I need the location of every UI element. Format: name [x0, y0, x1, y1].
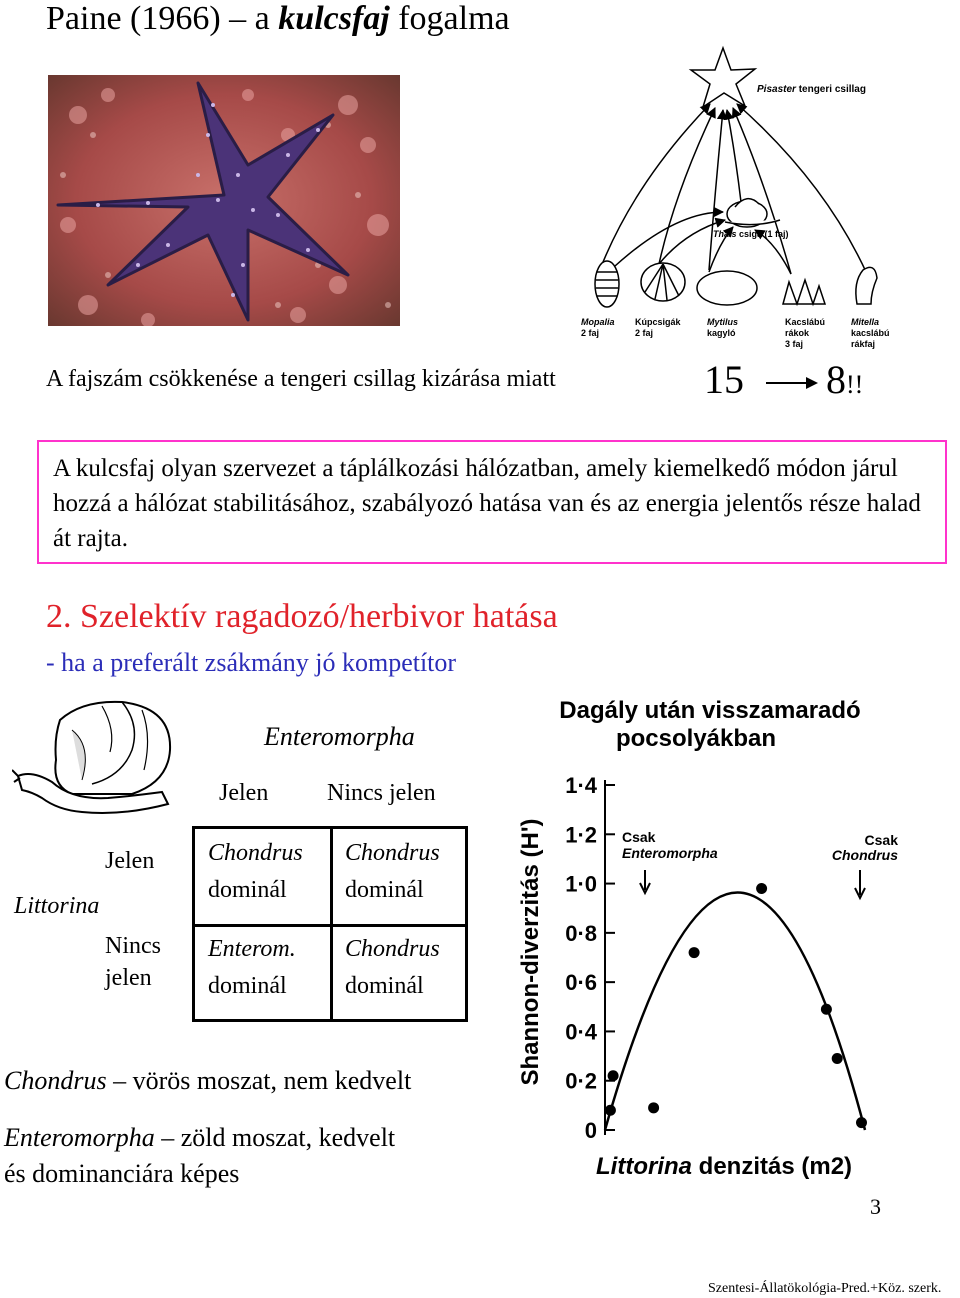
matrix-cell-verb: dominál [345, 973, 424, 999]
thais-label: Thais [713, 229, 737, 239]
mytilus-icon [697, 271, 757, 305]
entero-note-genus: Enteromorpha [4, 1123, 155, 1152]
matrix-col-present: Jelen [219, 780, 269, 806]
chondrus-note [4, 1066, 411, 1096]
starfish-photo [48, 75, 400, 326]
svg-text:Mopalia [581, 317, 615, 327]
right-arrow-icon [764, 372, 820, 394]
chart-y-tick-label: 0 [584, 1118, 597, 1143]
prey-sub-mopalia: 2 faj [581, 328, 600, 338]
littorina-snail-icon [12, 690, 178, 826]
chart-y-tick-label: 1·2 [565, 822, 597, 848]
annotation-chondrus-line1: Csak [864, 832, 898, 848]
chart-data-point [608, 1070, 619, 1081]
matrix-cell [345, 931, 440, 1005]
svg-text:Pisaster tengeri csillag [757, 84, 866, 95]
food-web-arrows [601, 104, 867, 274]
barnacles-icon [783, 280, 825, 304]
prey-sub-mytilus: kagyló [707, 328, 736, 338]
prey-label-mytilus: Mytilus [707, 317, 739, 327]
pisaster-starfish-icon [691, 48, 755, 107]
thais-common-label: csiga (1 faj) [739, 229, 789, 239]
annotation-arrow-right-icon [855, 870, 865, 898]
food-web-diagram [575, 42, 905, 354]
chart-x-label-species: Littorina [596, 1153, 692, 1180]
entero-note-text-2: és dominanciára képes [4, 1159, 240, 1188]
pisaster-label: Pisaster [757, 84, 796, 95]
chart-data-point [605, 1105, 616, 1116]
matrix-cell [345, 835, 440, 909]
prey-label-kacslabu: Kacslábú [785, 317, 826, 327]
mitella-icon [856, 267, 877, 304]
chart-title-line1: Dagály után visszamaradó [559, 697, 861, 724]
chart-y-tick-label: 0·6 [565, 970, 597, 996]
chart-data-point [689, 947, 700, 958]
matrix-row-title: Littorina [14, 893, 100, 919]
page-title [46, 0, 510, 38]
chart-x-label-rest: denzitás (m2) [692, 1153, 853, 1180]
matrix-row-absent-line2: jelen [105, 965, 152, 991]
chart-points [605, 883, 867, 1128]
dominance-matrix [192, 826, 468, 1022]
prey-sub2-kacslabu: 3 faj [785, 339, 804, 349]
chart-y-axis-label: Shannon-diverzitás (H') [517, 818, 544, 1086]
prey-sub-kacslabu: rákok [785, 328, 810, 338]
page-number: 3 [870, 1194, 881, 1219]
prey-label-kupcsigak: Kúpcsigák [635, 317, 681, 327]
matrix-cell [208, 931, 296, 1005]
species-count-after [826, 356, 863, 403]
chondrus-note-genus: Chondrus [4, 1066, 107, 1095]
matrix-col-absent: Nincs jelen [327, 780, 436, 806]
enteromorpha-note [4, 1120, 395, 1192]
chart-data-point [648, 1102, 659, 1113]
title-suffix: fogalma [389, 0, 510, 37]
matrix-cell-verb: dominál [208, 877, 287, 903]
chart-y-ticks [565, 773, 615, 1143]
keystone-definition-text: A kulcsfaj olyan szervezet a táplálkozási hálózatban, amely kiemelkedő módon járul hozzá a hálózat stabilitásához, szabályozó hatása van és az energia jelentős része halad át rajta. [53, 455, 921, 552]
footer-text: Szentesi-Állatökológia-Pred.+Köz. szerk. [708, 1281, 942, 1296]
matrix-cell-verb: dominál [345, 877, 424, 903]
annotation-arrow-left-icon [640, 870, 650, 893]
matrix-cell-genus: Enterom. [208, 936, 296, 962]
chart-data-point [756, 883, 767, 894]
prey-sub-mitella: kacslábú [851, 328, 890, 338]
chart-title-line2: pocsolyákban [615, 725, 777, 752]
prey-label-mitella: Mitella [851, 317, 880, 327]
chart-y-tick-label: 0·4 [565, 1019, 597, 1045]
pisaster-common-label: tengeri csillag [798, 84, 866, 95]
prey-sub2-mitella: rákfaj [851, 339, 876, 349]
prey-label-mopalia: Mopalia [581, 317, 615, 327]
exclamation-marks: !! [846, 370, 864, 399]
annotation-enteromorpha-line2: Enteromorpha [622, 845, 718, 861]
annotation-enteromorpha-line1: Csak [622, 829, 656, 845]
matrix-row-absent [105, 930, 161, 994]
keystone-definition-box [37, 440, 947, 564]
matrix-row-absent-line1: Nincs [105, 933, 161, 959]
title-keyword: kulcsfaj [278, 0, 390, 37]
section-heading: 2. Szelektív ragadozó/herbivor hatása [46, 598, 558, 635]
matrix-cell-verb: dominál [208, 973, 287, 999]
chart-data-point [821, 1004, 832, 1015]
mopalia-icon [595, 261, 619, 307]
entero-note-text: – zöld moszat, kedvelt [154, 1123, 396, 1152]
matrix-column-title: Enteromorpha [264, 722, 415, 751]
title-prefix: Paine (1966) – a [46, 0, 279, 37]
matrix-divider-horizontal [195, 924, 465, 927]
matrix-cell-genus: Chondrus [345, 840, 440, 866]
prey-sub-kupcsigak: 2 faj [635, 328, 654, 338]
chart-data-point [832, 1053, 843, 1064]
svg-text:Thais csiga (1 faj) [713, 229, 789, 239]
section-subheading: - ha a preferált zsákmány jó kompetítor [46, 648, 457, 677]
chondrus-note-text: – vörös moszat, nem kedvelt [106, 1066, 412, 1095]
species-count-before: 15 [704, 357, 744, 402]
annotation-chondrus-line2: Chondrus [831, 847, 898, 863]
species-count-after-value: 8 [826, 357, 846, 402]
matrix-row-present: Jelen [105, 848, 155, 874]
matrix-cell-genus: Chondrus [208, 840, 303, 866]
svg-text:Littorina denzitás (m2) [596, 1153, 852, 1180]
matrix-cell [208, 835, 303, 909]
chart-y-tick-label: 0·8 [565, 920, 597, 946]
species-decrease-text: A fajszám csökkenése a tengeri csillag kizárása miatt [46, 366, 556, 392]
chart-data-point [856, 1117, 867, 1128]
chart-y-tick-label: 1·0 [565, 871, 597, 897]
matrix-cell-genus: Chondrus [345, 936, 440, 962]
chart-y-tick-label: 0·2 [565, 1068, 597, 1094]
diversity-chart [500, 690, 920, 1190]
chart-y-tick-label: 1·4 [565, 773, 597, 798]
